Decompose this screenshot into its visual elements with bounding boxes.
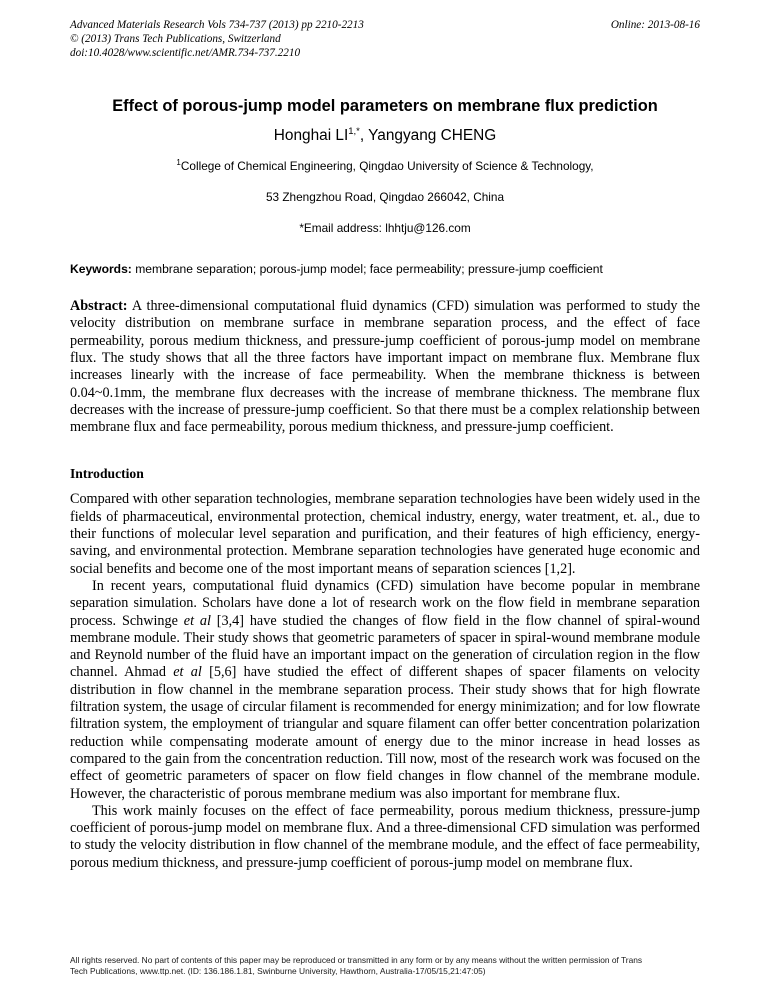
intro-p2-etal-2: et al: [173, 664, 202, 681]
intro-paragraph-2: [70, 578, 700, 803]
intro-paragraph-1: Compared with other separation technologies, membrane separation technologies have been widely used in the fields of pharmaceutical, environmental protection, chemical industry, energy, water treatment, et. al., due to their functions of molecular level separation and purification, and their features of high efficiency, energy-saving, and environmental protection. Membrane separation technologies have generated huge economic and social benefits and become one of the most important means of separation sciences [1,2].: [70, 491, 700, 577]
abstract-block: [70, 298, 700, 436]
author-first: Honghai LI: [273, 126, 349, 144]
abstract-label: Abstract:: [70, 298, 128, 315]
affiliation-line-2: 53 Zhengzhou Road, Qingdao 266042, China: [265, 189, 505, 204]
doi-line: doi:10.4028/www.scientific.net/AMR.734-737.2210: [70, 47, 301, 60]
intro-p2-etal-1: et al: [183, 612, 211, 629]
affiliation-text: College of Chemical Engineering, Qingdao University of Science & Technology,: [180, 158, 594, 173]
abstract-text: A three-dimensional computational fluid dynamics (CFD) simulation was performed to study the velocity distribution on membrane surface in membrane separation process, and the effect of face permeability, porous medium thickness, and pressure-jump coefficient of porous-jump model on membrane flux. The study shows that all the three factors have important impact on membrane flux. Membrane flux increases linearly with the increase of face permeability. When the membrane thickness is between 0.04~0.1mm, the membrane flux decreases with the increase of membrane thickness. The membrane flux decreases with the increase of pressure-jump coefficient. So that there must be a complex relationship between membrane flux and face permeability, porous medium thickness, and pressure-jump coefficient.: [70, 298, 701, 436]
section-heading-introduction: Introduction: [70, 466, 144, 482]
keywords-text: membrane separation; porous-jump model; face permeability; pressure-jump coefficient: [135, 261, 603, 276]
author-list: [70, 126, 700, 146]
intro-paragraph-3: This work mainly focuses on the effect of face permeability, porous medium thickness, pressure-jump coefficient of porous-jump model on membrane flux. And a three-dimensional CFD simulation was performed to study the velocity distribution in flow channel of the membrane module, and the effect of face permeability, porous medium thickness, and pressure-jump coefficient of porous-jump model on membrane flux.: [70, 802, 700, 871]
intro-p2-part-1: In recent years, computational fluid dynamics (CFD) simulation have become popular in membrane separation simulation. Scholars have done a lot of research work on the flow field in membrane separation process. Schwinge: [70, 577, 700, 629]
intro-p2-part-3: [5,6] have studied the effect of different shapes of spacer filaments on velocity distribution in flow channel in the membrane separation process. Their study shows that for high flowrate filtration system, the usage of circular filament is recommended for energy minimization; and for low flowrate filtration system, the employment of triangular and square filament can offer better concentration polarization reduction while compensating moderate amount of energy due to the minor increase in head losses as compared to the gain from the concentration reduction. Till now, most of the research work was focused on the effect of geometric parameters of spacer on flow field changes in flow channel of the membrane module. However, the characteristic of porous membrane medium was also important for membrane flux.: [70, 664, 700, 802]
affiliation-marker: 1: [176, 157, 181, 167]
corresponding-email: *Email address: lhhtju@126.com: [299, 220, 471, 235]
journal-header: [70, 18, 700, 61]
author-affiliation-marker: 1,*: [348, 125, 360, 137]
footer-line-2: Tech Publications, www.ttp.net. (ID: 136.186.1.81, Swinburne University, Hawthorn, Australia-17/05/15,21:47:05): [70, 965, 486, 976]
keywords-block: [70, 261, 700, 278]
footer-line-1: All rights reserved. No part of contents of this paper may be reproduced or transmitted in any form or by any means without the written permission of Trans: [70, 955, 643, 965]
paper-content: [70, 18, 700, 872]
page-footer: [70, 955, 704, 976]
online-publication-date: Online: 2013-08-16: [610, 19, 700, 31]
journal-citation-text: Advanced Materials Research Vols 734-737 (2013) pp 2210-2213: [70, 19, 364, 31]
copyright-line: © (2013) Trans Tech Publications, Switzerland: [70, 33, 281, 46]
journal-citation-line: [70, 18, 700, 32]
author-rest: , Yangyang CHENG: [359, 126, 497, 144]
intro-p2-part-2: [3,4] have studied the changes of flow field in the flow channel of spiral-wound membrane module. Their study shows that geometric parameters of spacer in spiral-wound membrane module and Reynold number of the fluid have an important impact on the generation of circulation region in the flow channel. Ahmad: [70, 612, 700, 681]
affiliation-line-1: [70, 159, 700, 174]
page-title: Effect of porous-jump model parameters on membrane flux prediction: [112, 96, 658, 115]
keywords-label: Keywords:: [70, 261, 132, 276]
